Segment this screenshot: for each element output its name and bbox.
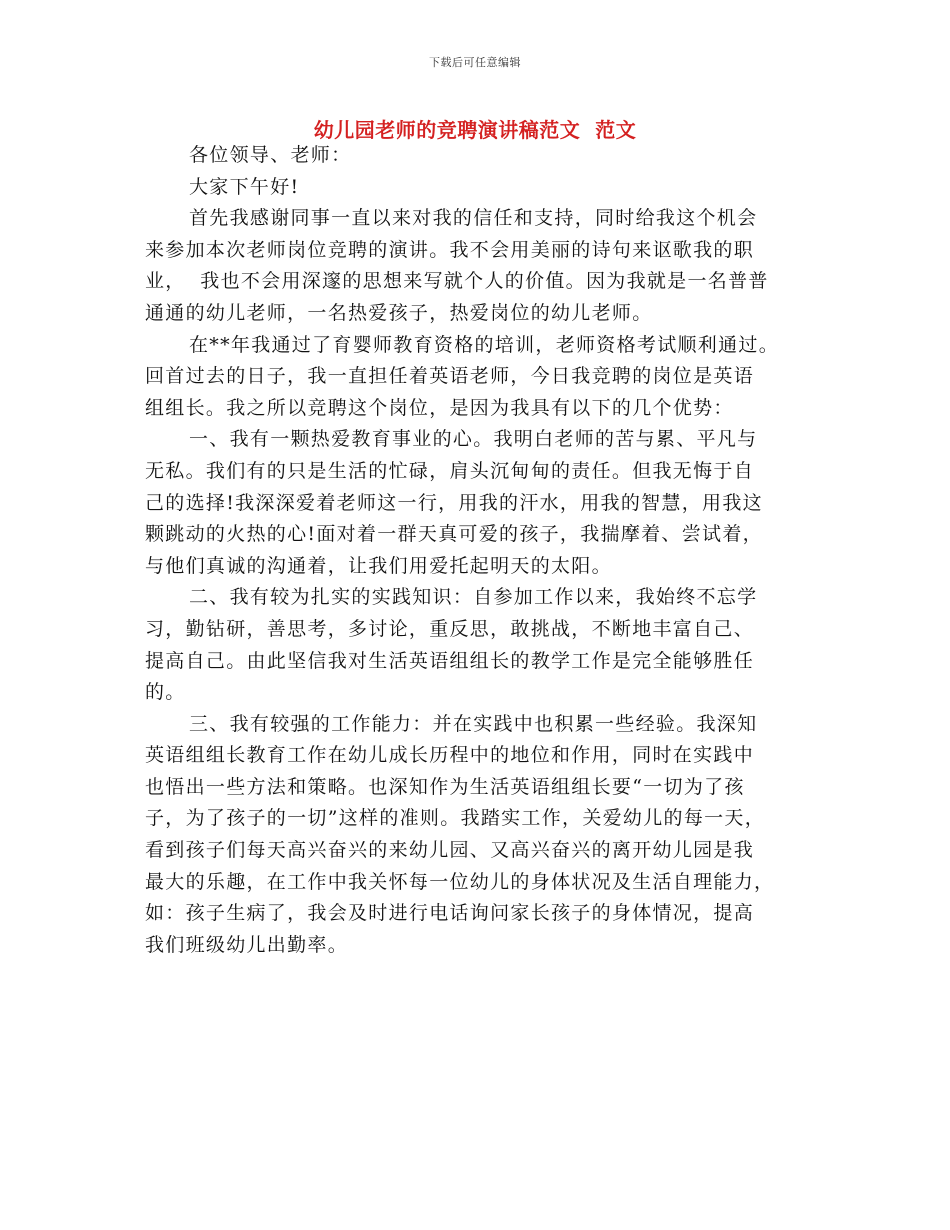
body-line: 也悟出一些方法和策略。也深知作为生活英语组组长要“一切为了孩 [145, 775, 745, 798]
body-line: 提高自己。由此坚信我对生活英语组组长的教学工作是完全能够胜任 [145, 649, 755, 672]
body-line: 大家下午好! [189, 175, 300, 198]
body-line: 三、我有较强的工作能力：并在实践中也积累一些经验。我深知 [189, 712, 758, 735]
body-line: 如：孩子生病了，我会及时进行电话询问家长孩子的身体情况，提高 [145, 902, 755, 925]
body-line: 颗跳动的火热的心!面对着一群天真可爱的孩子，我揣摩着、尝试着， [145, 523, 763, 546]
body-line: 通通的幼儿老师，一名热爱孩子，热爱岗位的幼儿老师。 [145, 301, 653, 324]
body-line: 与他们真诚的沟通着，让我们用爱托起明天的太阳。 [145, 554, 612, 577]
body-line: 习，勤钻研，善思考，多讨论，重反思，敢挑战，不断地丰富自己、 [145, 617, 755, 640]
document-title: 幼儿园老师的竞聘演讲稿范文 范文 [313, 118, 637, 142]
body-line: 己的选择!我深深爱着老师这一行，用我的汗水，用我的智慧，用我这 [145, 491, 763, 514]
body-line: 无私。我们有的只是生活的忙碌，肩头沉甸甸的责任。但我无悔于自 [145, 459, 755, 482]
page-header-note: 下载后可任意编辑 [429, 56, 521, 69]
body-line: 回首过去的日子，我一直担任着英语老师，今日我竞聘的岗位是英语 [145, 365, 755, 388]
body-line: 来参加本次老师岗位竞聘的演讲。我不会用美丽的诗句来讴歌我的职 [145, 238, 755, 261]
body-line: 组组长。我之所以竞聘这个岗位，是因为我具有以下的几个优势： [145, 396, 734, 419]
body-line: 各位领导、老师： [189, 144, 352, 166]
body-line: 一、我有一颗热爱教育事业的心。我明白老师的苦与累、平凡与 [189, 428, 758, 451]
body-line: 的。 [145, 681, 186, 704]
body-line: 首先我感谢同事一直以来对我的信任和支持，同时给我这个机会 [189, 207, 758, 230]
body-line: 英语组组长教育工作在幼儿成长历程中的地位和作用，同时在实践中 [145, 744, 755, 767]
document-body [145, 140, 807, 961]
body-line: 在**年我通过了育婴师教育资格的培训，老师资格考试顺利通过。 [189, 333, 780, 356]
body-line: 二、我有较为扎实的实践知识：自参加工作以来，我始终不忘学 [189, 586, 758, 609]
body-line: 看到孩子们每天高兴奋兴的来幼儿园、又高兴奋兴的离开幼儿园是我 [145, 839, 755, 862]
body-line: 子，为了孩子的一切”这样的准则。我踏实工作，关爱幼儿的每一天， [145, 807, 766, 830]
body-line: 我们班级幼儿出勤率。 [145, 933, 349, 956]
body-line: 最大的乐趣，在工作中我关怀每一位幼儿的身体状况及生活自理能力， [145, 870, 775, 893]
body-line: 业， 我也不会用深邃的思想来写就个人的价值。因为我就是一名普普 [145, 270, 769, 293]
